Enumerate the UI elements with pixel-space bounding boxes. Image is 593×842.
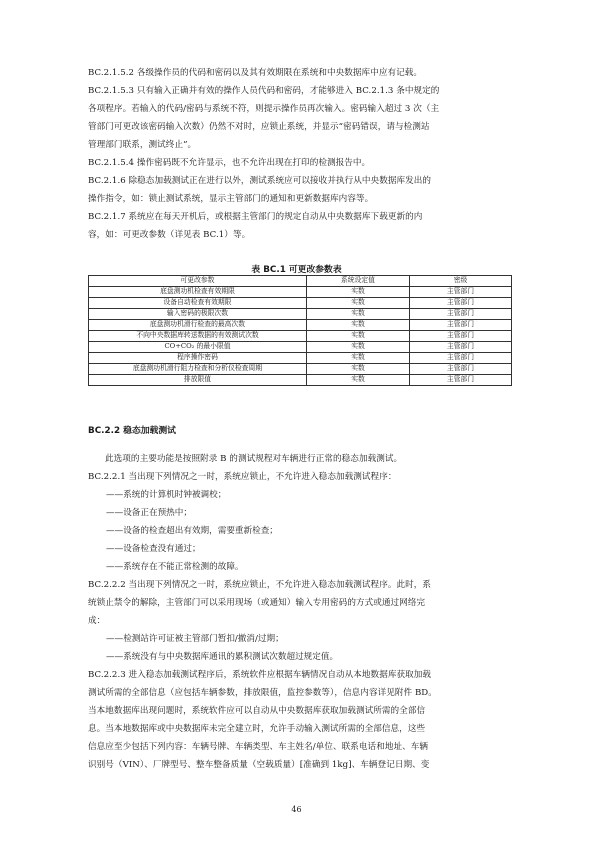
paragraph-bc2152 <box>88 64 510 82</box>
paragraph-bc216 <box>88 172 510 208</box>
table-cell: 主管部门 <box>410 320 512 331</box>
paragraph-intro <box>88 450 510 468</box>
table-cell: 底盘测功机检查有效期限 <box>89 287 307 298</box>
table-cell: 主管部门 <box>410 342 512 353</box>
text-line: 息。当本地数据库或中央数据库未完全建立时，允许手动输入测试所需的全部信息，这些 <box>88 724 426 734</box>
table-cell: 实数 <box>307 287 410 298</box>
text-line: 各项程序。若输入的代码/密码与系统不符，则提示操作员再次输入。密码输入超过 3 次（主 <box>88 104 440 114</box>
table-row <box>89 309 512 320</box>
text-line: 识别号（VIN）、厂牌型号、整车整备质量（空载质量）[准确到 1kg]、车辆登记日期、变 <box>88 760 430 770</box>
table-row <box>89 342 512 353</box>
text-line: 成： <box>88 616 106 626</box>
text-line: BC.2.1.7 系统应在每天开机后，或根据主管部门的规定自动从中央数据库下载更新的内 <box>88 212 423 222</box>
table-row <box>89 331 512 342</box>
table-cell: 实数 <box>307 320 410 331</box>
table-cell: 底盘测功机滑行检查的最高次数 <box>89 320 307 331</box>
table-cell: 实数 <box>307 353 410 364</box>
text-line: 容，如：可更改参数（详见表 BC.1）等。 <box>88 230 251 240</box>
header-security-level: 密级 <box>410 276 512 287</box>
table-cell: 实数 <box>307 331 410 342</box>
text-line: BC.2.1.5.4 操作密码既不允许显示，也不允许出现在打印的检测报告中。 <box>88 158 371 168</box>
table-row <box>89 298 512 309</box>
parameter-table <box>88 275 512 386</box>
paragraph-bc2223 <box>88 666 510 774</box>
list-item: ——系统没有与中央数据库通讯的累积测试次数超过规定值。 <box>106 652 339 662</box>
text-line: 当本地数据库出现问题时，系统软件应可以自动从中央数据库获取加载测试所需的全部信 <box>88 706 426 716</box>
table-cell: 主管部门 <box>410 364 512 375</box>
list-item: ——设备正在预热中； <box>106 508 192 518</box>
paragraph-bc217 <box>88 208 510 244</box>
text-line: BC.2.1.5.3 只有输入正确并有效的操作人员代码和密码，才能够进入 BC.2.1.3 条中规定的 <box>88 86 440 96</box>
table-cell: 实数 <box>307 298 410 309</box>
table-cell: 实数 <box>307 364 410 375</box>
text-line: 统锁止禁令的解除，主管部门可以采用现场（或通知）输入专用密码的方式或通过网络完 <box>88 598 426 608</box>
table-cell: 实数 <box>307 342 410 353</box>
table-cell: 输入密码的极限次数 <box>89 309 307 320</box>
list-item: ——设备检查没有通过； <box>106 544 201 554</box>
paragraph-bc2153 <box>88 82 510 154</box>
list-item: ——系统的计算机时钟被调校； <box>106 490 227 500</box>
table-cell: 主管部门 <box>410 375 512 386</box>
table-cell: 实数 <box>307 375 410 386</box>
table-cell: 实数 <box>307 309 410 320</box>
table-cell: 主管部门 <box>410 353 512 364</box>
text-line: 操作指令，如：锁止测试系统，显示主管部门的通知和更新数据库内容等。 <box>88 194 374 204</box>
page-number: 46 <box>291 805 302 814</box>
list-item: ——检测站许可证被主管部门暂扣/撤消/过期； <box>106 634 284 644</box>
text-line: BC.2.1.6 除稳态加载测试正在进行以外，测试系统应可以接收并执行从中央数据库发出的 <box>88 176 432 186</box>
text-line: BC.2.2.3 进入稳态加载测试程序后，系统软件应根据车辆情况自动从本地数据库获取加载 <box>88 670 432 680</box>
table-header-row <box>89 276 512 287</box>
table-cell: 主管部门 <box>410 331 512 342</box>
table-row <box>89 353 512 364</box>
text-line: BC.2.1.5.2 各级操作员的代码和密码以及其有效期限在系统和中央数据库中应有记载。 <box>88 68 423 78</box>
text-line: BC.2.2.1 当出现下列情况之一时，系统应锁止，不允许进入稳态加载测试程序： <box>88 472 397 482</box>
list-item: ——系统存在不能正常检测的故障。 <box>106 562 244 572</box>
text-line: BC.2.2.2 当出现下列情况之一时，系统应锁止，不允许进入稳态加载测试程序。此时，系 <box>88 580 432 590</box>
table-caption: 表 BC.1 可更改参数表 <box>251 265 342 275</box>
table-row <box>89 375 512 386</box>
table-cell: 底盘测功机滑行阻力检查和分析仪检查周期 <box>89 364 307 375</box>
table-cell: 程序操作密码 <box>89 353 307 364</box>
paragraph-bc2222 <box>88 576 510 630</box>
table-cell: 主管部门 <box>410 287 512 298</box>
header-parameter: 可更改参数 <box>89 276 307 287</box>
text-line: 信息应至少包括下列内容：车辆号牌、车辆类型、车主姓名/单位、联系电话和地址、车辆 <box>88 742 429 752</box>
table-cell: CO+CO₂ 的最小限值 <box>89 342 307 353</box>
table-row <box>89 364 512 375</box>
list-item: ——设备的检查超出有效期，需要重新检查； <box>106 526 278 536</box>
table-row <box>89 320 512 331</box>
table-cell: 排放限值 <box>89 375 307 386</box>
text-line: 管部门可更改该密码输入次数）仍然不对时，应锁止系统，并显示“密码错误，请与检测站 <box>88 122 430 132</box>
table-cell: 主管部门 <box>410 298 512 309</box>
text-line: 测试所需的全部信息（应包括车辆参数，排放限值，监控参数等），信息内容详见附件 BD。 <box>88 688 437 698</box>
paragraph-bc2221 <box>88 468 510 486</box>
table-cell: 不向中央数据库转送数据的有效测试次数 <box>89 331 307 342</box>
text-line: 管理部门联系，测试终止”。 <box>88 140 197 150</box>
section-heading: BC.2.2 稳态加载测试 <box>88 426 176 436</box>
header-setting: 系统设定值 <box>307 276 410 287</box>
text-line: 此选项的主要功能是按照附录 B 的测试规程对车辆进行正常的稳态加载测试。 <box>105 454 403 464</box>
table-row <box>89 287 512 298</box>
paragraph-bc2154 <box>88 154 510 172</box>
table-cell: 设备自动检查有效期限 <box>89 298 307 309</box>
table-cell: 主管部门 <box>410 309 512 320</box>
